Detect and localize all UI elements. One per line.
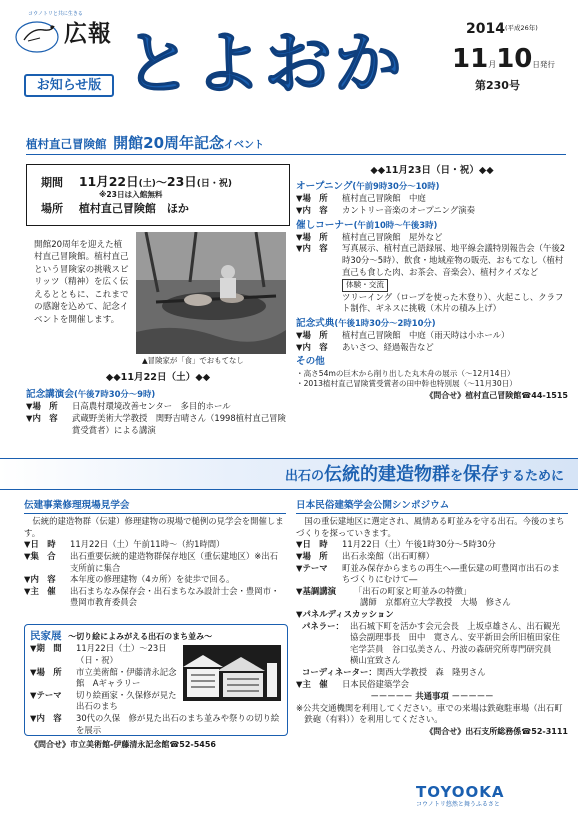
- period-tilde: ～: [155, 176, 167, 189]
- period-note: ※23日は入館無料: [99, 190, 163, 200]
- exhibit-content-key: ▼内 容: [30, 713, 62, 724]
- other-item: ・2013植村直己冒険賞受賞者の田中幹也特別展（～11月30日）: [296, 379, 517, 389]
- logo-caption: コウノトリと共に生きる: [28, 11, 83, 17]
- corner-title: 催しコーナー: [296, 219, 354, 231]
- headline-title: 開館20周年記念: [113, 134, 225, 152]
- symposium-keynote-row: [296, 586, 568, 598]
- issue-number: 第230号: [475, 79, 520, 92]
- kirie-artwork: [183, 645, 281, 701]
- symposium-keynote-value: 「出石の町家と町並みの特徴」: [354, 585, 472, 596]
- opening-time: (午前9時30分～10時): [352, 181, 440, 192]
- issue-day-unit: 日発行: [532, 60, 555, 69]
- period-label: 期間: [41, 176, 63, 189]
- izushi-mid: を: [449, 469, 463, 484]
- repair-organizer-key: ▼主 催: [24, 585, 56, 596]
- nov23-section: [296, 164, 568, 401]
- ceremony-content-row: [296, 342, 568, 354]
- coordinator-value: 関西大学教授 森 隆男さん: [376, 666, 486, 677]
- experience-text: ツリーイング（ロープを使った木登り）、火起こし、クラフト制作、ギネスに挑戦（木片の積み上げ）: [342, 291, 564, 314]
- repair-content-key: ▼内 容: [24, 574, 56, 585]
- oshirase-badge: [24, 74, 114, 97]
- footer-logo: [416, 782, 566, 810]
- issue-year: 2014: [466, 21, 505, 37]
- other-item: ・高さ54mの巨木から削り出した丸木舟の展示（～12月14日）: [296, 368, 515, 378]
- nov22-header: ◆◆11月22日（土）◆◆: [105, 372, 211, 383]
- issue-month-unit: 月: [488, 60, 497, 69]
- headline-suffix: イベント: [224, 140, 265, 151]
- other-title: その他: [296, 356, 325, 368]
- intro-text: 開館20周年を迎えた植村直己冒険館。植村直己という冒険家の挑戦スピリッツ（精神）を広く伝えるとともに、これまでの感謝を込めて、記念イベントを開催します。: [34, 240, 129, 325]
- period-box: [26, 164, 290, 226]
- ceremony-time: (午後1時30分～2時10分): [334, 317, 436, 328]
- opening-content-key: ▼内 容: [296, 205, 328, 216]
- izushi-big1: 伝統的建造物群: [323, 464, 450, 485]
- common-header: －－－－－ 共通事項 －－－－－: [370, 691, 494, 702]
- stork-icon: [14, 16, 60, 54]
- panel-title: ▼パネルディスカッション: [296, 608, 394, 619]
- izushi-headline: [0, 458, 578, 490]
- exhibit-period-key: ▼期 間: [30, 643, 62, 654]
- repair-date-value: 11月22日（土）午前11時～（約1時間）: [70, 539, 225, 550]
- lecture-time: (午後7時30分～9時): [73, 389, 156, 400]
- lecture-title: 記念講演会: [26, 389, 74, 401]
- ceremony-place-row: [296, 330, 568, 342]
- corner-content-key: ▼内 容: [296, 243, 328, 254]
- period-date-end: 23日: [166, 174, 197, 189]
- opening-place-row: [296, 193, 568, 205]
- opening-place-key: ▼場 所: [296, 193, 328, 204]
- panelists-line: 出石城下町を活かす会元会長 上坂卓雄さん、出石観光協会副理事長 田中 寛さん、: [350, 620, 560, 643]
- exhibit-content-row: [30, 713, 282, 736]
- symposium-organizer-key: ▼主 催: [296, 678, 328, 689]
- panelists-line: 安平新田会所旧植田家住宅学芸員 谷口弘美さん、丹波の森研究所専門研究員 横山宜致さん: [350, 632, 560, 666]
- exhibit-contact: 《問合せ》市立美術館-伊藤清永記念館☎52-5456: [30, 740, 217, 749]
- symposium-keynote-key: ▼基調講演: [296, 585, 336, 596]
- repair-meet-key: ▼集 合: [24, 551, 56, 562]
- lecture-place-row: [26, 401, 290, 413]
- corner-place-row: [296, 232, 568, 244]
- exhibit-period-value: 11月22日（土）～23日（日・祝）: [76, 643, 167, 666]
- corner-place-key: ▼場 所: [296, 231, 328, 242]
- exhibit-content-value: 30代の久保 修が見た出石のまち並みや祭りの切り絵を展示: [76, 713, 280, 735]
- masthead: [0, 0, 578, 124]
- corner-place-value: 植村直己冒険館 屋外など: [342, 231, 443, 242]
- cooking-photo-image: [136, 232, 286, 354]
- coordinator-label: コーディネーター：: [302, 666, 377, 677]
- symposium-section: [296, 499, 568, 737]
- exhibit-box: [24, 624, 288, 736]
- repair-date-key: ▼日 時: [24, 539, 56, 550]
- symposium-title: 日本民俗建築学会公開シンポジウム: [296, 499, 568, 514]
- kirie-townscape-image: [183, 645, 281, 701]
- exhibit-theme-value: 切り絵画家・久保修が見た出石のまち: [76, 689, 177, 712]
- exhibit-theme-row: [30, 690, 180, 713]
- kouhou-label: 広報: [64, 21, 112, 47]
- issue-date: [452, 46, 555, 72]
- symposium-theme-key: ▼テーマ: [296, 562, 328, 573]
- place-label: 場所: [41, 201, 63, 215]
- ceremony-content-key: ▼内 容: [296, 341, 328, 352]
- repair-meet-value: 出石重要伝統的建造物群保存地区（重伝建地区）※出石支所前に集合: [70, 551, 279, 573]
- repair-tour-title: 伝建事業修理現場見学会: [24, 499, 286, 514]
- exhibit-badge: 民家展: [30, 630, 62, 642]
- keynote-speaker: 講師 京都府立大学教授 大場 修さん: [360, 597, 511, 608]
- period-date-start: 11月22日: [78, 174, 139, 189]
- symposium-organizer-value: 日本民俗建築学会: [342, 678, 409, 689]
- toyooka-slogan: コウノトリ悠然と舞うふるさと: [416, 800, 500, 808]
- issue-day: 10: [496, 44, 533, 74]
- panelists-label: パネラー：: [302, 620, 344, 631]
- lecture-content-key: ▼内 容: [26, 413, 58, 424]
- nov23-header: ◆◆11月23日（日・祝）◆◆: [370, 165, 494, 176]
- exhibit-period-row: [30, 643, 180, 666]
- repair-meet-row: [24, 551, 286, 574]
- corner-content-value: 写真展示、植村直己語録展、地平線会議特別報告会（午後2時30分～5時）、飲食・地域産物の販売、おもてなし（植村直己も食した肉、お茶会、音楽会）、植村クイズなど: [342, 243, 566, 277]
- opening-place-value: 植村直己冒険館 中庭: [342, 193, 426, 204]
- headline-venue: 植村直己冒険館: [26, 137, 107, 151]
- exhibit-place-key: ▼場 所: [30, 666, 62, 677]
- corner-time: (午前10時～午後3時): [353, 219, 438, 230]
- symposium-place-row: [296, 551, 568, 563]
- symposium-contact: 《問合せ》出石支所総務係☎52-3111: [425, 726, 568, 736]
- lecture-place-key: ▼場 所: [26, 401, 58, 412]
- event-photo: [136, 232, 286, 354]
- symposium-place-key: ▼場 所: [296, 551, 328, 562]
- lecture-place-value: 日高農村環境改善センター 多目的ホール: [72, 401, 231, 412]
- izushi-pre: 出石の: [284, 469, 324, 484]
- masthead-title: とよおか: [124, 25, 405, 104]
- coordinator-row: [302, 667, 568, 679]
- opening-content-row: [296, 205, 568, 217]
- nov23-contact: 《問合せ》植村直己冒険館☎44-1515: [425, 390, 568, 400]
- repair-tour-intro: 伝統的建造物群（伝建）修理建物の現場で槌例の見学会を開催します。: [24, 516, 284, 538]
- symposium-date-key: ▼日 時: [296, 539, 328, 550]
- symposium-date-value: 11月22日（土）午後1時30分～5時30分: [342, 539, 496, 550]
- oshirase-label: お知らせ版: [36, 77, 102, 93]
- repair-content-value: 本年度の修理建物（4カ所）を徒歩で回る。: [70, 574, 235, 585]
- opening-content-value: カントリー音楽のオープニング演奏: [342, 205, 475, 216]
- repair-organizer-value: 出石まちなみ保存会・出石まちなみ設計士会・豊岡市・豊岡市教育委員会: [70, 585, 280, 608]
- photo-caption: ▲冒険家が「食」でおもてなし: [142, 356, 244, 365]
- repair-content-row: [24, 574, 286, 586]
- stork-logo: [14, 16, 60, 54]
- izushi-big2: 保存: [462, 464, 499, 485]
- issue-era: (平成26年): [505, 24, 538, 32]
- opening-title: オープニング: [296, 181, 353, 193]
- ceremony-place-key: ▼場 所: [296, 330, 328, 341]
- experience-tag: 体験・交流: [342, 279, 388, 291]
- corner-content-row: [296, 243, 568, 278]
- period-dow-end: (日・祝): [196, 179, 233, 189]
- exhibit-place-value: 市立美術館・伊藤清永記念館 Aギャラリー: [76, 666, 177, 689]
- symposium-theme-row: [296, 563, 568, 586]
- period-dow-start: (土): [138, 179, 156, 189]
- ceremony-title: 記念式典: [296, 317, 335, 329]
- repair-tour-section: [24, 499, 286, 609]
- exhibit-subtitle: ～切り絵によみがえる出石のまち並み～: [68, 632, 213, 641]
- place-value: 植村直己冒険館 ほか: [78, 201, 189, 215]
- panelists-list: [350, 621, 568, 667]
- ceremony-content-value: あいさつ、経過報告など: [342, 341, 434, 352]
- repair-organizer-row: [24, 586, 286, 609]
- repair-date-row: [24, 539, 286, 551]
- lecture-content-row: [26, 413, 290, 436]
- panelists-row: [296, 621, 568, 667]
- event-headline: [26, 133, 566, 155]
- lecture-content-value: 武蔵野美術大学教授 関野吉晴さん（1998植村直己冒険賞受賞者）による講演: [72, 413, 286, 435]
- symposium-intro: 国の重伝建地区に選定され、風情ある町並みを守る出石。今後のまちづくりを探っていきます。: [296, 516, 565, 538]
- ceremony-place-value: 植村直己冒険館 中庭（雨天時は小ホール）: [342, 330, 510, 341]
- symposium-date-row: [296, 539, 568, 551]
- common-text: ※公共交通機関を利用してください。車での来場は鉄砲駐車場（出石町鉄砲（有料））を利用してください。: [296, 702, 563, 725]
- nov22-section: [26, 371, 290, 436]
- exhibit-theme-key: ▼テーマ: [30, 689, 62, 700]
- symposium-theme-value: 町並み保存からまちの再生へ―重伝建の町豊岡市出石のまちづくりにむけて―: [342, 562, 560, 585]
- symposium-organizer-row: [296, 679, 568, 691]
- toyooka-logo: TOYOOKA: [416, 783, 505, 801]
- exhibit-place-row: [30, 667, 180, 690]
- izushi-post: するために: [498, 469, 564, 484]
- issue-month: 11: [452, 44, 489, 74]
- symposium-place-value: 出石永楽館（出石町柳）: [342, 551, 435, 562]
